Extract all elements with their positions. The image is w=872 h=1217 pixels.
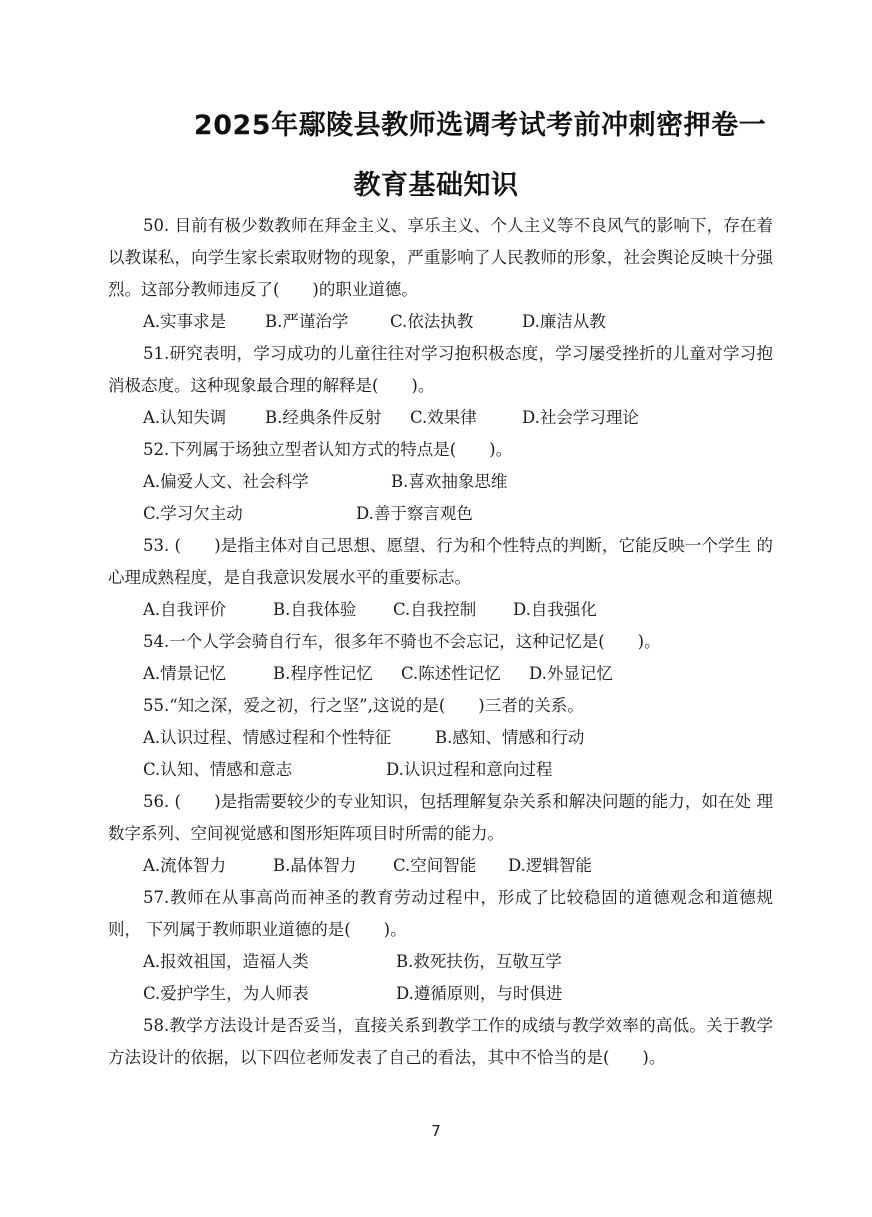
page-number: 7 — [431, 1122, 441, 1140]
option-a: A.情景记忆 — [143, 664, 227, 683]
question-stem: 58.教学方法设计是否妥当，直接关系到教学工作的成绩与教学效率的高低。关于教学 方法设计的依据，以下四位老师发表了自己的看法，其中不恰当的是( )。 — [108, 1016, 773, 1067]
option-b: B.喜欢抽象思维 — [391, 472, 508, 491]
question-list — [108, 210, 773, 1074]
option-b: B.程序性记忆 — [273, 664, 373, 683]
option-row — [108, 978, 773, 1010]
question-53 — [108, 530, 773, 626]
question-stem: 57.教师在从事高尚而神圣的教育劳动过程中，形成了比较稳固的道德观念和道德规则， 下列属于教师职业道德的是( )。 — [108, 888, 773, 939]
option-b: B.晶体智力 — [273, 856, 357, 875]
option-row — [108, 946, 773, 978]
option-a: A.报效祖国，造福人类 — [143, 952, 309, 971]
option-a: A.自我评价 — [143, 600, 227, 619]
option-a: A.流体智力 — [143, 856, 227, 875]
question-stem: 50. 目前有极少数教师在拜金主义、享乐主义、个人主义等不良风气的影响下，存在着 以教谋私，向学生家长索取财物的现象，严重影响了人民教师的形象，社会舆论反映十分强 烈。这部分教师违反了( )的职业道德。 — [108, 216, 773, 299]
option-c: C.陈述性记忆 — [401, 664, 501, 683]
option-d: D.自我强化 — [513, 600, 597, 619]
option-d: D.善于察言观色 — [356, 504, 473, 523]
option-c: C.爱护学生，为人师表 — [143, 984, 309, 1003]
option-b: B.严谨治学 — [265, 312, 349, 331]
option-row — [108, 402, 773, 434]
option-a: A.偏爱人文、社会科学 — [143, 472, 309, 491]
option-c: C.依法执教 — [390, 312, 474, 331]
question-stem: 52.下列属于场独立型者认知方式的特点是( )。 — [143, 440, 513, 459]
question-56 — [108, 786, 773, 882]
question-51 — [108, 338, 773, 434]
option-b: B.经典条件反射 — [265, 408, 382, 427]
option-row — [108, 466, 773, 498]
question-55 — [108, 690, 773, 786]
question-52 — [108, 434, 773, 530]
option-a: A.实事求是 — [143, 312, 227, 331]
question-58 — [108, 1010, 773, 1074]
option-b: B.救死扶伤，互敬互学 — [396, 952, 562, 971]
option-row — [108, 306, 773, 338]
question-stem: 51.研究表明，学习成功的儿童往往对学习抱积极态度，学习屡受挫折的儿童对学习抱 消极态度。这种现象最合理的解释是( )。 — [108, 344, 773, 395]
question-57 — [108, 882, 773, 1010]
option-c: C.空间智能 — [393, 856, 477, 875]
option-row — [108, 722, 773, 754]
option-d: D.认识过程和意向过程 — [386, 760, 553, 779]
exam-subtitle: 教育基础知识 — [353, 170, 519, 201]
option-c: C.认知、情感和意志 — [143, 760, 293, 779]
question-54 — [108, 626, 773, 690]
question-stem: 55.“知之深，爱之初，行之坚”,这说的是( )三者的关系。 — [143, 696, 584, 715]
option-d: D.社会学习理论 — [522, 408, 639, 427]
option-d: D.廉洁从教 — [522, 312, 606, 331]
question-stem: 53. ( )是指主体对自己思想、愿望、行为和个性特点的判断，它能反映一个学生 的心理成熟程度，是自我意识发展水平的重要标志。 — [108, 536, 773, 587]
option-row — [108, 754, 773, 786]
option-c: C.学习欠主动 — [143, 504, 243, 523]
option-row — [108, 658, 773, 690]
question-stem: 56. ( )是指需要较少的专业知识，包括理解复杂关系和解决问题的能力，如在处 理数字系列、空间视觉感和图形矩阵项目时所需的能力。 — [108, 792, 773, 843]
question-50 — [108, 210, 773, 338]
option-a: A.认识过程、情感过程和个性特征 — [143, 728, 392, 747]
option-a: A.认知失调 — [143, 408, 227, 427]
option-d: D.遵循原则，与时俱进 — [396, 984, 563, 1003]
option-d: D.外显记忆 — [529, 664, 613, 683]
exam-title: 2025年鄢陵县教师选调考试考前冲刺密押卷一 — [193, 110, 767, 141]
option-row — [108, 594, 773, 626]
option-c: C.效果律 — [410, 408, 477, 427]
question-stem: 54.一个人学会骑自行车，很多年不骑也不会忘记，这种记忆是( )。 — [143, 632, 661, 651]
option-b: B.感知、情感和行动 — [435, 728, 585, 747]
option-d: D.逻辑智能 — [508, 856, 592, 875]
option-row — [108, 850, 773, 882]
option-c: C.自我控制 — [393, 600, 477, 619]
option-b: B.自我体验 — [273, 600, 357, 619]
option-row — [108, 498, 773, 530]
